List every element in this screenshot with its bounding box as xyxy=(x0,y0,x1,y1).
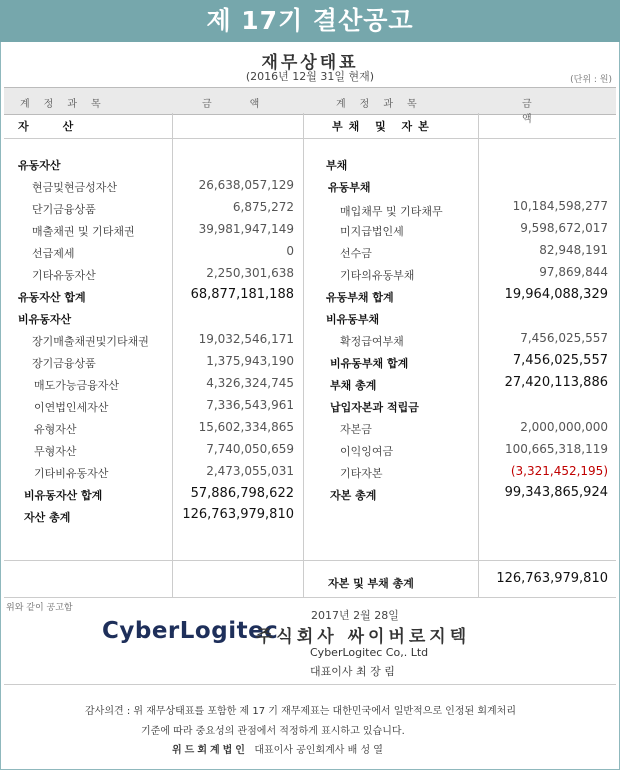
asset-label: 장기매출채권및기타채권 xyxy=(32,335,149,348)
asset-label: 기타비유동자산 xyxy=(34,467,109,480)
equity-label: 자본금 xyxy=(340,423,372,436)
equity-heading: 납입자본과 적립금 xyxy=(330,401,419,414)
asset-value: 6,875,272 xyxy=(232,200,294,214)
liability-value: 7,456,025,557 xyxy=(520,331,608,345)
audit-opinion-line1: 감사의견 : 위 재무상태표를 포함한 제 17 기 재무제표는 대한민국에서 일반적으로 인정된 회계처리 xyxy=(85,706,516,717)
assets-heading: 자산 xyxy=(18,120,108,133)
equity-label: 이익잉여금 xyxy=(340,445,394,458)
asset-value: 7,740,050,659 xyxy=(206,442,294,456)
asset-label: 단기금융상품 xyxy=(32,203,96,216)
current-assets-heading: 유동자산 xyxy=(18,159,61,172)
noncurrent-assets-heading: 비유동자산 xyxy=(18,313,72,326)
liability-label: 확정급여부채 xyxy=(340,335,404,348)
noncurrent-assets-total-label: 비유동자산 합계 xyxy=(24,489,103,502)
company-english-name: CyberLogitec Co,. Ltd xyxy=(310,646,429,659)
equity-value: 100,665,318,119 xyxy=(504,442,608,456)
asset-value: 7,336,543,961 xyxy=(206,398,294,412)
announcement-banner: 제 17기 결산공고 xyxy=(0,0,620,42)
current-liabilities-total-label: 유동부채 합계 xyxy=(326,291,394,304)
footer-divider xyxy=(4,684,616,685)
asset-value: 2,473,055,031 xyxy=(206,464,294,478)
liability-label: 매입채무 및 기타채무 xyxy=(340,205,443,218)
company-korean-name: 주식회사 싸이버로지텍 xyxy=(256,627,471,647)
current-liabilities-total-value: 19,964,088,329 xyxy=(504,287,608,302)
liability-value: 82,948,191 xyxy=(539,243,608,257)
asset-value: 26,638,057,129 xyxy=(198,178,294,192)
liability-label: 기타의유동부채 xyxy=(340,269,415,282)
noncurrent-assets-total-value: 57,886,798,622 xyxy=(190,486,294,501)
asset-value: 15,602,334,865 xyxy=(198,420,294,434)
asset-label: 이연법인세자산 xyxy=(34,401,109,414)
asset-label: 장기금융상품 xyxy=(32,357,96,370)
asset-label: 매출채권 및 기타채권 xyxy=(32,225,135,238)
audit-firm xyxy=(172,741,383,756)
col-divider xyxy=(478,113,479,597)
asset-label: 매도가능금융자산 xyxy=(34,379,120,392)
asset-value: 4,326,324,745 xyxy=(206,376,294,390)
liabilities-heading: 부채 xyxy=(326,159,348,172)
asset-label: 유형자산 xyxy=(34,423,77,436)
audit-opinion-line2: 기준에 따라 중요성의 관점에서 적정하게 표시하고 있습니다. xyxy=(141,726,405,737)
liability-value: 97,869,844 xyxy=(539,265,608,279)
liabilities-equity-heading: 부채 및 자본 xyxy=(332,120,435,133)
liability-label: 미지급법인세 xyxy=(340,225,404,238)
asset-value: 0 xyxy=(286,244,294,258)
statement-date: (2016년 12월 31일 현재) xyxy=(245,70,375,83)
table-header xyxy=(4,87,616,125)
asset-label: 현금및현금성자산 xyxy=(32,181,118,194)
equity-value: 2,000,000,000 xyxy=(520,420,608,434)
unit-label: (단위 : 원) xyxy=(570,75,612,85)
company-logo: CyberLogitec xyxy=(102,618,279,644)
total-liabilities-value: 27,420,113,886 xyxy=(504,375,608,390)
total-liabilities-label: 부채 총계 xyxy=(330,379,377,392)
asset-label: 기타유동자산 xyxy=(32,269,96,282)
liability-value: 10,184,598,277 xyxy=(512,199,608,213)
announcement-date: 2017년 2월 28일 xyxy=(311,609,399,622)
asset-value: 2,250,301,638 xyxy=(206,266,294,280)
header-right-item: 계정과목 xyxy=(336,99,431,110)
current-liabilities-heading: 유동부채 xyxy=(328,181,371,194)
equity-value-negative: (3,321,452,195) xyxy=(510,464,608,478)
total-equity-value: 99,343,865,924 xyxy=(504,485,608,500)
section-divider xyxy=(4,138,616,139)
header-left-item: 계정과목 xyxy=(20,99,115,110)
audit-firm-name: 위드회계법인 xyxy=(172,745,248,756)
grand-total-label: 자본 및 부채 총계 xyxy=(328,577,414,590)
total-assets-value: 126,763,979,810 xyxy=(182,507,294,522)
audit-firm-rep: 대표이사 공인회계사 배 성 열 xyxy=(254,745,383,756)
notice-text: 위와 같이 공고함 xyxy=(6,603,73,613)
col-divider xyxy=(303,113,304,597)
liability-label: 선수금 xyxy=(340,247,372,260)
total-assets-label: 자산 총계 xyxy=(24,511,71,524)
current-assets-total-label: 유동자산 합계 xyxy=(18,291,86,304)
liability-value: 9,598,672,017 xyxy=(520,221,608,235)
asset-label: 선급제세 xyxy=(32,247,75,260)
asset-label: 무형자산 xyxy=(34,445,77,458)
total-equity-label: 자본 총계 xyxy=(330,489,377,502)
statement-title: 재무상태표 xyxy=(261,53,359,73)
col-divider xyxy=(172,113,173,597)
current-assets-total-value: 68,877,181,188 xyxy=(190,287,294,302)
asset-value: 1,375,943,190 xyxy=(206,354,294,368)
noncurrent-liabilities-total-label: 비유동부채 합계 xyxy=(330,357,409,370)
header-left-amount: 금액 xyxy=(202,99,298,110)
section-divider xyxy=(4,560,616,561)
section-divider xyxy=(4,597,616,598)
noncurrent-liabilities-total-value: 7,456,025,557 xyxy=(512,353,608,368)
noncurrent-liabilities-heading: 비유동부채 xyxy=(326,313,380,326)
asset-value: 39,981,947,149 xyxy=(198,222,294,236)
ceo-name: 대표이사 최 장 림 xyxy=(310,665,395,678)
header-right-amount: 금액 xyxy=(522,99,570,125)
asset-value: 19,032,546,171 xyxy=(198,332,294,346)
grand-total-value: 126,763,979,810 xyxy=(496,571,608,586)
equity-label: 기타자본 xyxy=(340,467,383,480)
